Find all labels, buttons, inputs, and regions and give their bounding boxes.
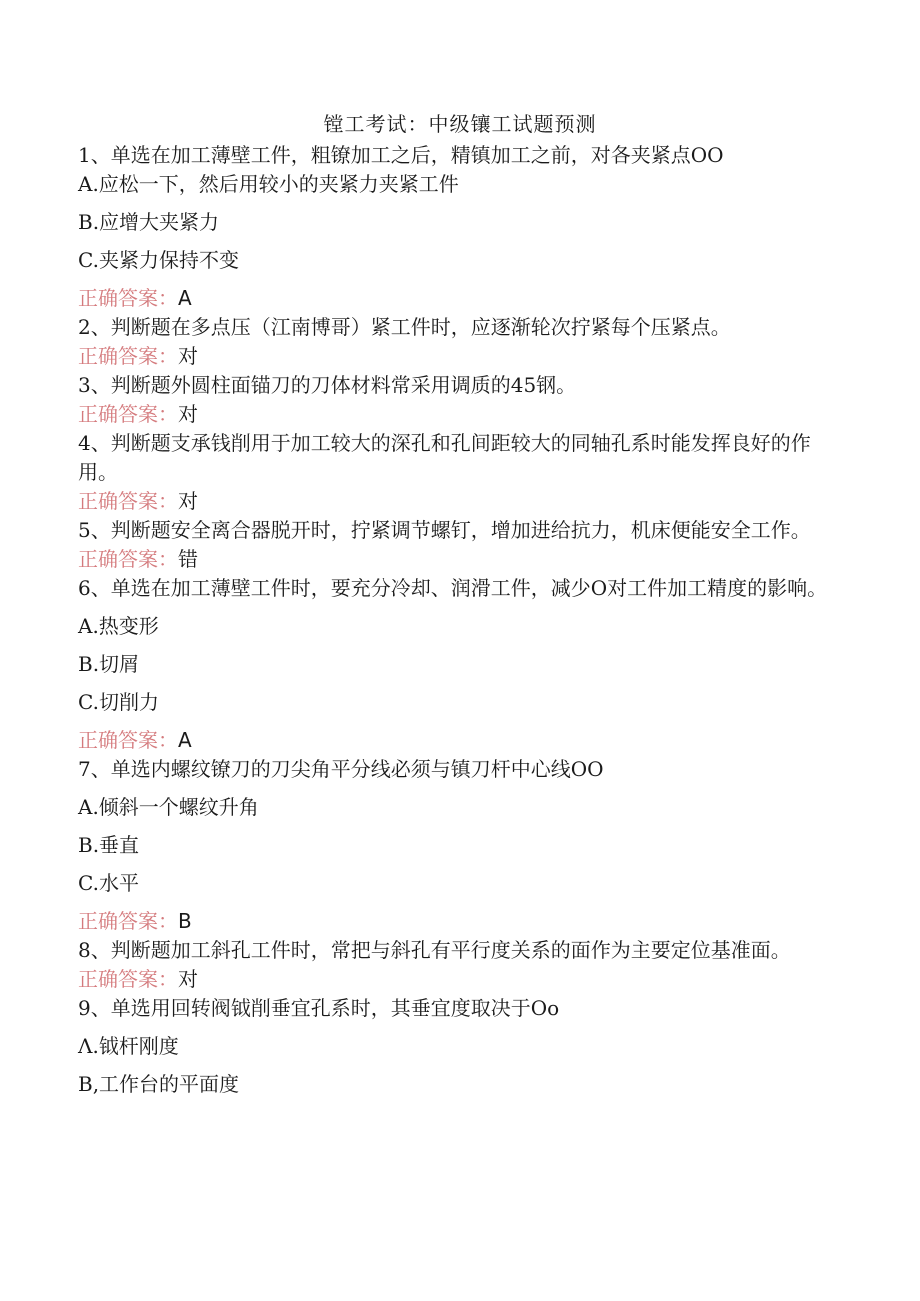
question-text: 7、单选内螺纹镣刀的刀尖角平分线必须与镇刀杆中心线OO xyxy=(78,757,604,781)
answer-line xyxy=(78,726,828,755)
answer-label: 正确答案： xyxy=(78,547,178,571)
answer-value: A xyxy=(178,286,192,310)
answer-label: 正确答案： xyxy=(78,286,178,310)
option-item: B.切屑 xyxy=(78,652,140,676)
answer-line xyxy=(78,907,828,936)
answer-value: 对 xyxy=(178,344,198,368)
option-item: A.倾斜一个螺纹升角 xyxy=(78,795,259,819)
question-text: 6、单选在加工薄壁工件时，要充分冷却、润滑工件，减少O对工件加工精度的影响。 xyxy=(78,576,828,600)
question-text: 9、单选用回转阀钺削垂宜孔系时，其垂宜度取决于Oo xyxy=(78,996,560,1020)
option-item: C.切削力 xyxy=(78,690,159,714)
option-item: C.夹紧力保持不变 xyxy=(78,248,239,272)
question-text: 1、单选在加工薄壁工件，粗镣加工之后，精镇加工之前，对各夹紧点OO xyxy=(78,143,724,167)
answer-line xyxy=(78,487,828,516)
option-item: Λ.钺杆刚度 xyxy=(78,1034,179,1058)
answer-label: 正确答案： xyxy=(78,728,178,752)
answer-value: 对 xyxy=(178,402,198,426)
answer-line xyxy=(78,284,828,313)
option-item: C.水平 xyxy=(78,871,139,895)
answer-line xyxy=(78,965,828,994)
question-text: 2、判断题在多点压（江南博哥）紧工件时，应逐渐轮次拧紧每个压紧点。 xyxy=(78,315,731,339)
answer-label: 正确答案： xyxy=(78,489,178,513)
answer-value: 对 xyxy=(178,967,198,991)
option-item: B,工作台的平面度 xyxy=(78,1072,240,1096)
option-item: A.应松一下，然后用较小的夹紧力夹紧工件 xyxy=(78,172,459,196)
option-item: A.热变形 xyxy=(78,614,159,638)
question-text: 5、判断题安全离合器脱开时，拧紧调节螺钉，增加进给抗力，机床便能安全工作。 xyxy=(78,518,811,542)
answer-value: 对 xyxy=(178,489,198,513)
answer-line xyxy=(78,342,828,371)
option-item: B.垂直 xyxy=(78,833,140,857)
question-text: 4、判断题支承钱削用于加工较大的深孔和孔间距较大的同轴孔系时能发挥良好的作用。 xyxy=(78,431,811,484)
question-list xyxy=(78,141,828,1099)
option-item: B.应增大夹紧力 xyxy=(78,210,220,234)
answer-value: 错 xyxy=(178,547,198,571)
question-text: 3、判断题外圆柱面锚刀的刀体材料常采用调质的45钢。 xyxy=(78,373,577,397)
answer-line xyxy=(78,400,828,429)
answer-label: 正确答案： xyxy=(78,909,178,933)
answer-label: 正确答案： xyxy=(78,402,178,426)
answer-label: 正确答案： xyxy=(78,344,178,368)
question-text: 8、判断题加工斜孔工件时，常把与斜孔有平行度关系的面作为主要定位基准面。 xyxy=(78,938,791,962)
answer-value: B xyxy=(178,909,192,933)
document-title: 镗工考试：中级镶工试题预测 xyxy=(323,112,597,136)
answer-label: 正确答案： xyxy=(78,967,178,991)
answer-line xyxy=(78,545,828,574)
answer-value: A xyxy=(178,728,192,752)
